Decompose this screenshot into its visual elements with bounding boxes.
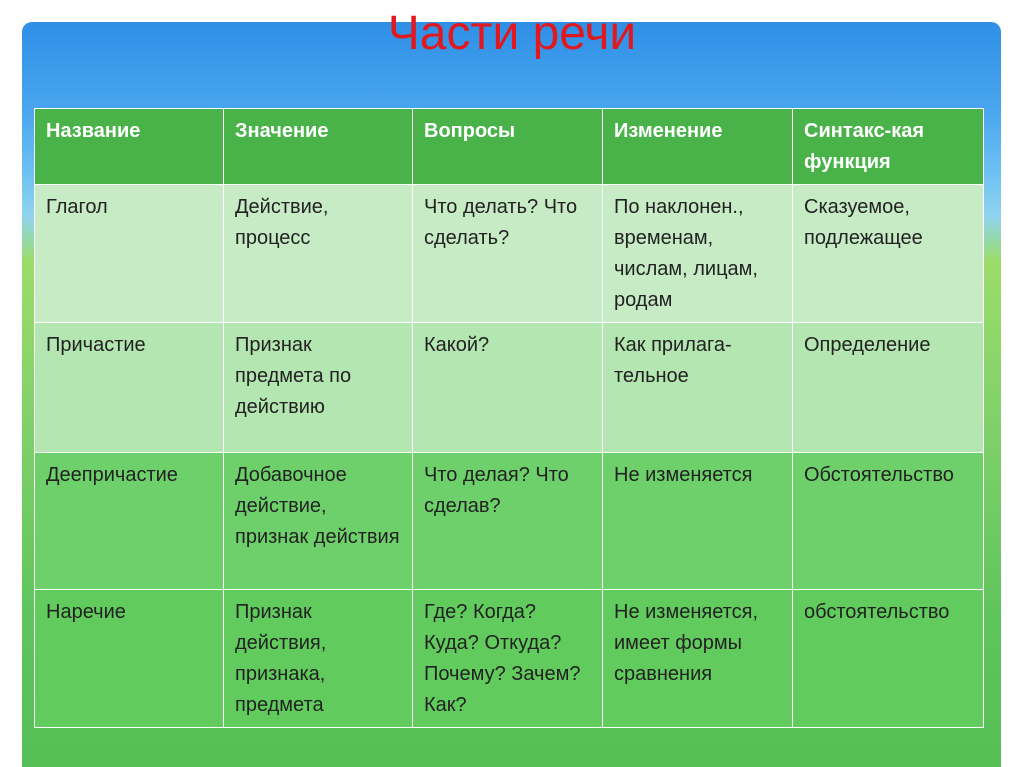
table-cell: Добавочное действие, признак действия [224, 453, 413, 590]
header-change: Изменение [603, 109, 793, 185]
table-cell: Что делать? Что сделать? [413, 185, 603, 323]
table-row [35, 323, 984, 453]
table-cell: Не изменяется, имеет формы сравнения [603, 590, 793, 728]
header-questions: Вопросы [413, 109, 603, 185]
table-cell: Признак предмета по действию [224, 323, 413, 453]
header-name: Название [35, 109, 224, 185]
table-cell: Признак действия, признака, предмета [224, 590, 413, 728]
table-cell: Деепричастие [35, 453, 224, 590]
parts-of-speech-table [34, 108, 983, 728]
table-cell: Обстоятельство [793, 453, 984, 590]
header-meaning: Значение [224, 109, 413, 185]
header-syntax-function: Синтакс-кая функция [793, 109, 984, 185]
table-cell: Глагол [35, 185, 224, 323]
table-cell: Какой? [413, 323, 603, 453]
table-cell: Не изменяется [603, 453, 793, 590]
table-row [35, 453, 984, 590]
table-cell: Причастие [35, 323, 224, 453]
table-cell: Сказуемое, подлежащее [793, 185, 984, 323]
table-cell: Как прилага-тельное [603, 323, 793, 453]
table-row [35, 185, 984, 323]
table-cell: Что делая? Что сделав? [413, 453, 603, 590]
table-cell: Действие, процесс [224, 185, 413, 323]
table-cell: обстоятельство [793, 590, 984, 728]
table-cell: Наречие [35, 590, 224, 728]
slide-title: Части речи [387, 7, 637, 60]
table-cell: Определение [793, 323, 984, 453]
table-cell: По наклонен., временам, числам, лицам, родам [603, 185, 793, 323]
table-cell: Где? Когда? Куда? Откуда? Почему? Зачем? Как? [413, 590, 603, 728]
table-row [35, 590, 984, 728]
table-header-row [35, 109, 984, 185]
